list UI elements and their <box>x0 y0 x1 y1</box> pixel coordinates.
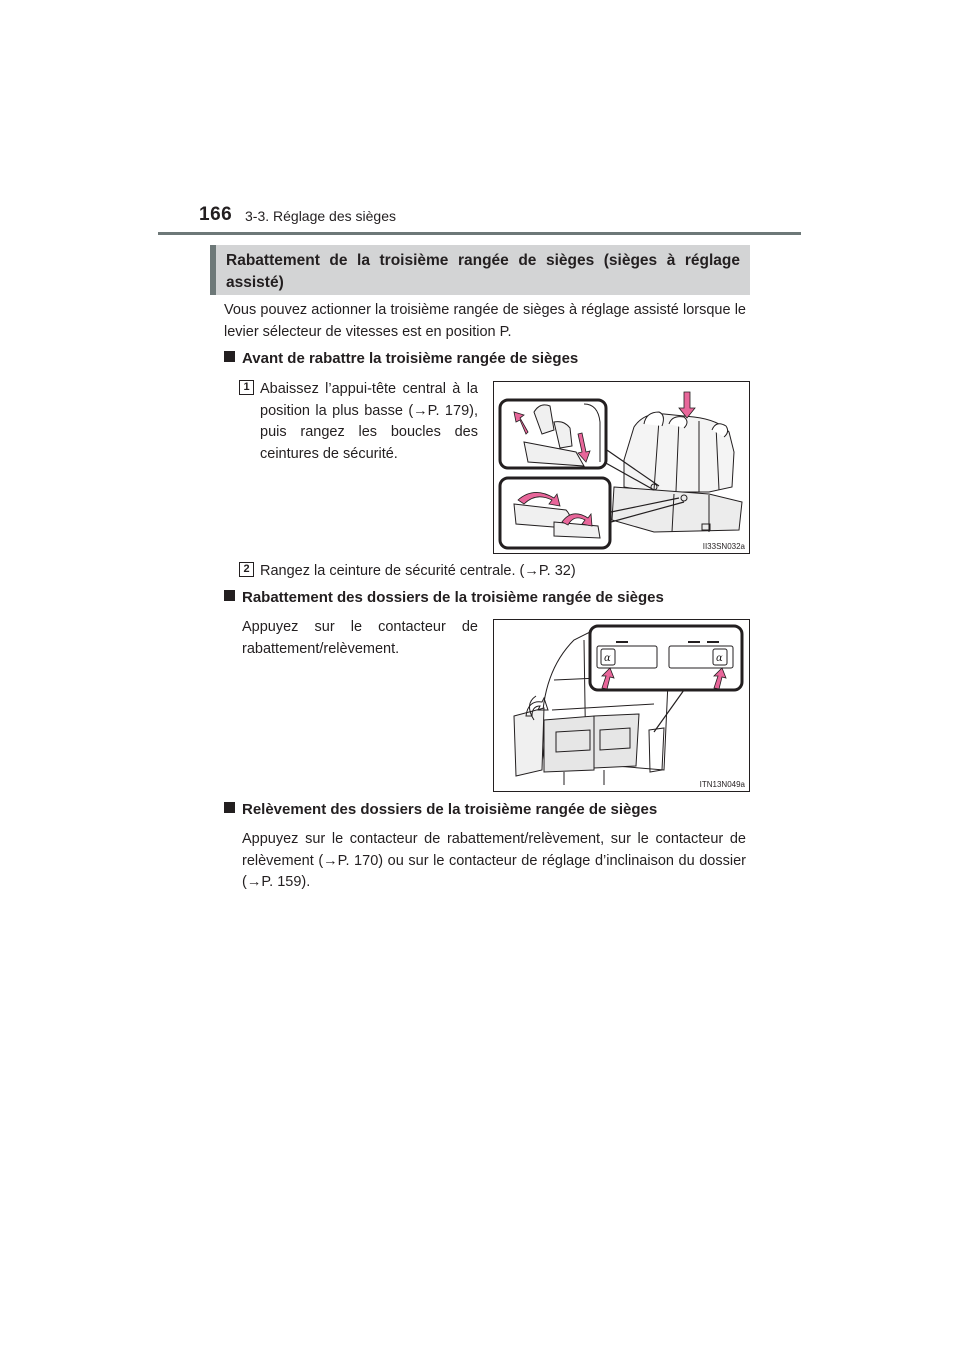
subhead-before-folding <box>224 349 578 369</box>
subhead-raising <box>224 800 657 820</box>
svg-text:α: α <box>604 653 611 664</box>
svg-text:α: α <box>716 653 723 664</box>
figure-fold-switch <box>493 619 750 792</box>
subhead-raising-label: Relèvement des dossiers de la troisième rangée de sièges <box>242 801 658 818</box>
seat-headrest-illustration <box>494 382 749 553</box>
section-title: Rabattement de la troisième rangée de sièges (sièges à réglage assisté) <box>226 252 740 291</box>
step-2-text: Rangez la ceinture de sécurité centrale. (→P. 32) <box>260 563 576 579</box>
header-rule <box>158 232 801 235</box>
folding-text: Appuyez sur le contacteur de rabattement/relèvement. <box>242 619 478 657</box>
step-2-badge: 2 <box>239 562 254 577</box>
subhead-before-folding-label: Avant de rabattre la troisième rangée de sièges <box>242 350 579 367</box>
section-intro: Vous pouvez actionner la troisième rangée de sièges à réglage assisté lorsque le levier sélecteur de vitesses est en position P. <box>224 302 746 340</box>
square-bullet-icon <box>224 351 235 362</box>
figure-2-id: ITN13N049a <box>699 780 745 789</box>
figure-1-id: II33SN032a <box>702 542 745 551</box>
step-1-badge: 1 <box>239 380 254 395</box>
page-number: 166 <box>199 204 233 225</box>
fold-switch-illustration <box>494 620 749 791</box>
figure-headrest-buckles <box>493 381 750 554</box>
step-1-text: Abaissez l’appui-tête central à la position la plus basse (→P. 179), puis rangez les boucles des ceintures de sécurité. <box>260 381 478 462</box>
section-title-box <box>210 245 750 295</box>
square-bullet-icon <box>224 590 235 601</box>
subhead-folding-label: Rabattement des dossiers de la troisième rangée de sièges <box>242 589 664 606</box>
raising-text: Appuyez sur le contacteur de rabattement/relèvement, sur le contacteur de relèvement (→P. 170) ou sur le contacteur de réglage d’inclinaison du dossier (→P. 159). <box>242 831 746 890</box>
square-bullet-icon <box>224 802 235 813</box>
running-head: 3-3. Réglage des sièges <box>245 208 396 224</box>
subhead-folding <box>224 588 664 608</box>
